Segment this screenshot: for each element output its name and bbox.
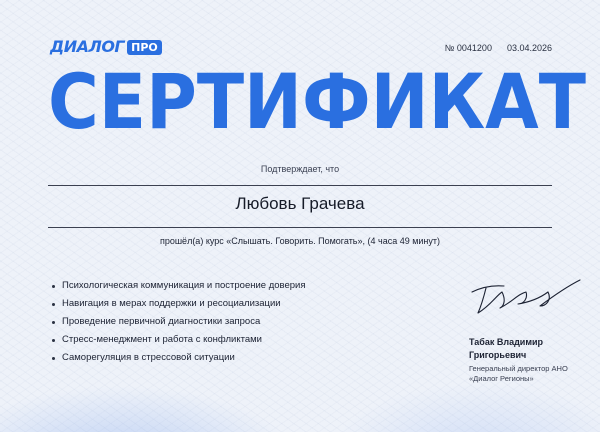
course-line: прошёл(а) курс «Слышать. Говорить. Помогать», (4 часа 49 минут)	[159, 236, 441, 246]
skills-list	[52, 277, 306, 367]
skill-item: Психологическая коммуникация и построение доверия	[52, 277, 306, 295]
divider-bottom	[48, 227, 552, 228]
skill-item: Навигация в мерах поддержки и ресоциализации	[52, 295, 306, 313]
confirm-text: Подтверждает, что	[260, 164, 340, 174]
certificate-number: № 0041200	[444, 43, 492, 53]
logo-badge: ПРО	[127, 40, 162, 55]
certificate-meta	[445, 43, 552, 53]
certificate-date: 03.04.2026	[506, 43, 552, 53]
certificate-title-text: СЕРТИФИКАТ	[48, 66, 587, 136]
divider-top	[48, 185, 552, 186]
signer-role-line1: Генеральный директор АНО	[469, 364, 568, 373]
signer-name-line1: Табак Владимир	[469, 337, 544, 347]
skill-item: Проведение первичной диагностики запроса	[52, 313, 306, 331]
logo-wordmark: ДИАЛОГ	[50, 37, 125, 56]
signer-role-line2: «Диалог Регионы»	[469, 374, 534, 383]
signer-name-line2: Григорьевич	[469, 350, 527, 360]
signer-name	[469, 336, 579, 362]
signer-role	[469, 364, 589, 384]
skill-item: Стресс-менеджмент и работа с конфликтами	[52, 331, 306, 349]
certificate-title	[48, 66, 588, 136]
signature-graphic	[468, 276, 584, 316]
logo	[50, 38, 162, 56]
skill-item: Саморегуляция в стрессовой ситуации	[52, 349, 306, 367]
recipient-name: Любовь Грачева	[235, 194, 365, 213]
